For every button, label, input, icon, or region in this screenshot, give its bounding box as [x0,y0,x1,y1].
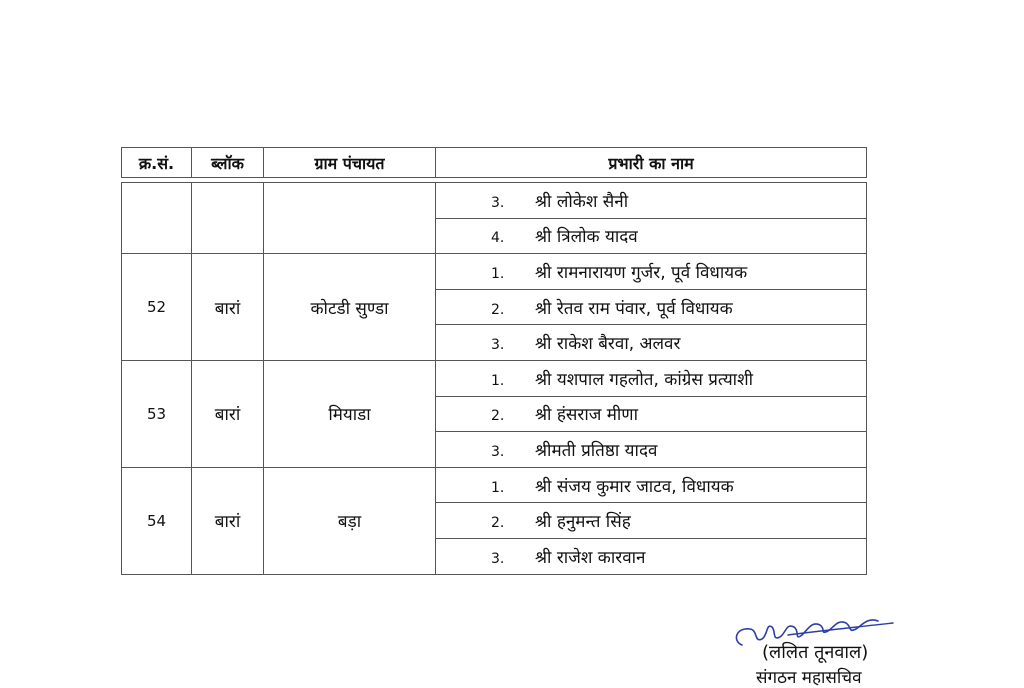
member-name: श्री रामनारायण गुर्जर, पूर्व विधायक [535,262,748,283]
incharge-cell [436,254,867,290]
incharge-cell [436,289,867,325]
sno-cell: 53 [122,360,192,467]
header-panchayat: ग्राम पंचायत [264,148,436,178]
member-serial: 3. [491,550,505,567]
member-serial: 1. [491,479,505,496]
block-cell: बारां [192,254,264,361]
header-incharge: प्रभारी का नाम [436,148,867,178]
panchayat-cell: मियाडा [264,360,436,467]
panchayat-cell: बड़ा [264,467,436,574]
member-name: श्री राकेश बैरवा, अलवर [535,334,681,355]
incharge-cell [436,360,867,396]
incharge-cell [436,432,867,468]
table-body [121,182,867,575]
member-serial: 2. [491,515,505,532]
signature-block [720,605,920,688]
panchayat-cell-empty [264,183,436,254]
block-cell: बारां [192,467,264,574]
table-header [121,147,867,178]
member-serial: 1. [491,372,505,389]
incharge-cell [436,467,867,503]
sno-cell-empty [122,183,192,254]
member-serial: 1. [491,265,505,282]
sno-cell: 52 [122,254,192,361]
table-row [122,254,867,290]
signatory-name: (ललित तूनवाल) [762,642,869,663]
header-serial: क्र.सं. [122,148,192,178]
table-row [122,183,867,219]
block-cell: बारां [192,360,264,467]
sno-cell: 54 [122,467,192,574]
incharge-cell [436,183,867,219]
incharge-cell [436,325,867,361]
member-serial: 3. [491,337,505,354]
member-serial: 2. [491,301,505,318]
member-name: श्री लोकेश सैनी [535,191,629,212]
member-name: श्री संजय कुमार जाटव, विधायक [535,476,734,497]
member-name: श्री हंसराज मीणा [535,405,638,426]
incharge-cell [436,218,867,254]
member-name: श्रीमती प्रतिष्ठा यादव [535,440,658,461]
panchayat-cell: कोटडी सुण्डा [264,254,436,361]
member-serial: 3. [491,443,505,460]
member-serial: 3. [491,194,505,211]
member-name: श्री रेतव राम पंवार, पूर्व विधायक [535,298,733,319]
table-row [122,360,867,396]
incharge-cell [436,503,867,539]
member-name: श्री त्रिलोक यादव [535,227,638,248]
member-name: श्री हनुमन्त सिंह [535,512,631,533]
header-block: ब्लॉक [192,148,264,178]
member-serial: 4. [491,230,505,247]
member-name: श्री राजेश कारवान [535,547,646,568]
incharge-cell [436,538,867,574]
member-serial: 2. [491,408,505,425]
signature-underline [788,623,893,635]
member-name: श्री यशपाल गहलोत, कांग्रेस प्रत्याशी [535,369,754,390]
signatory-designation: संगठन महासचिव [756,668,862,688]
block-cell-empty [192,183,264,254]
incharge-cell [436,396,867,432]
table-row [122,467,867,503]
